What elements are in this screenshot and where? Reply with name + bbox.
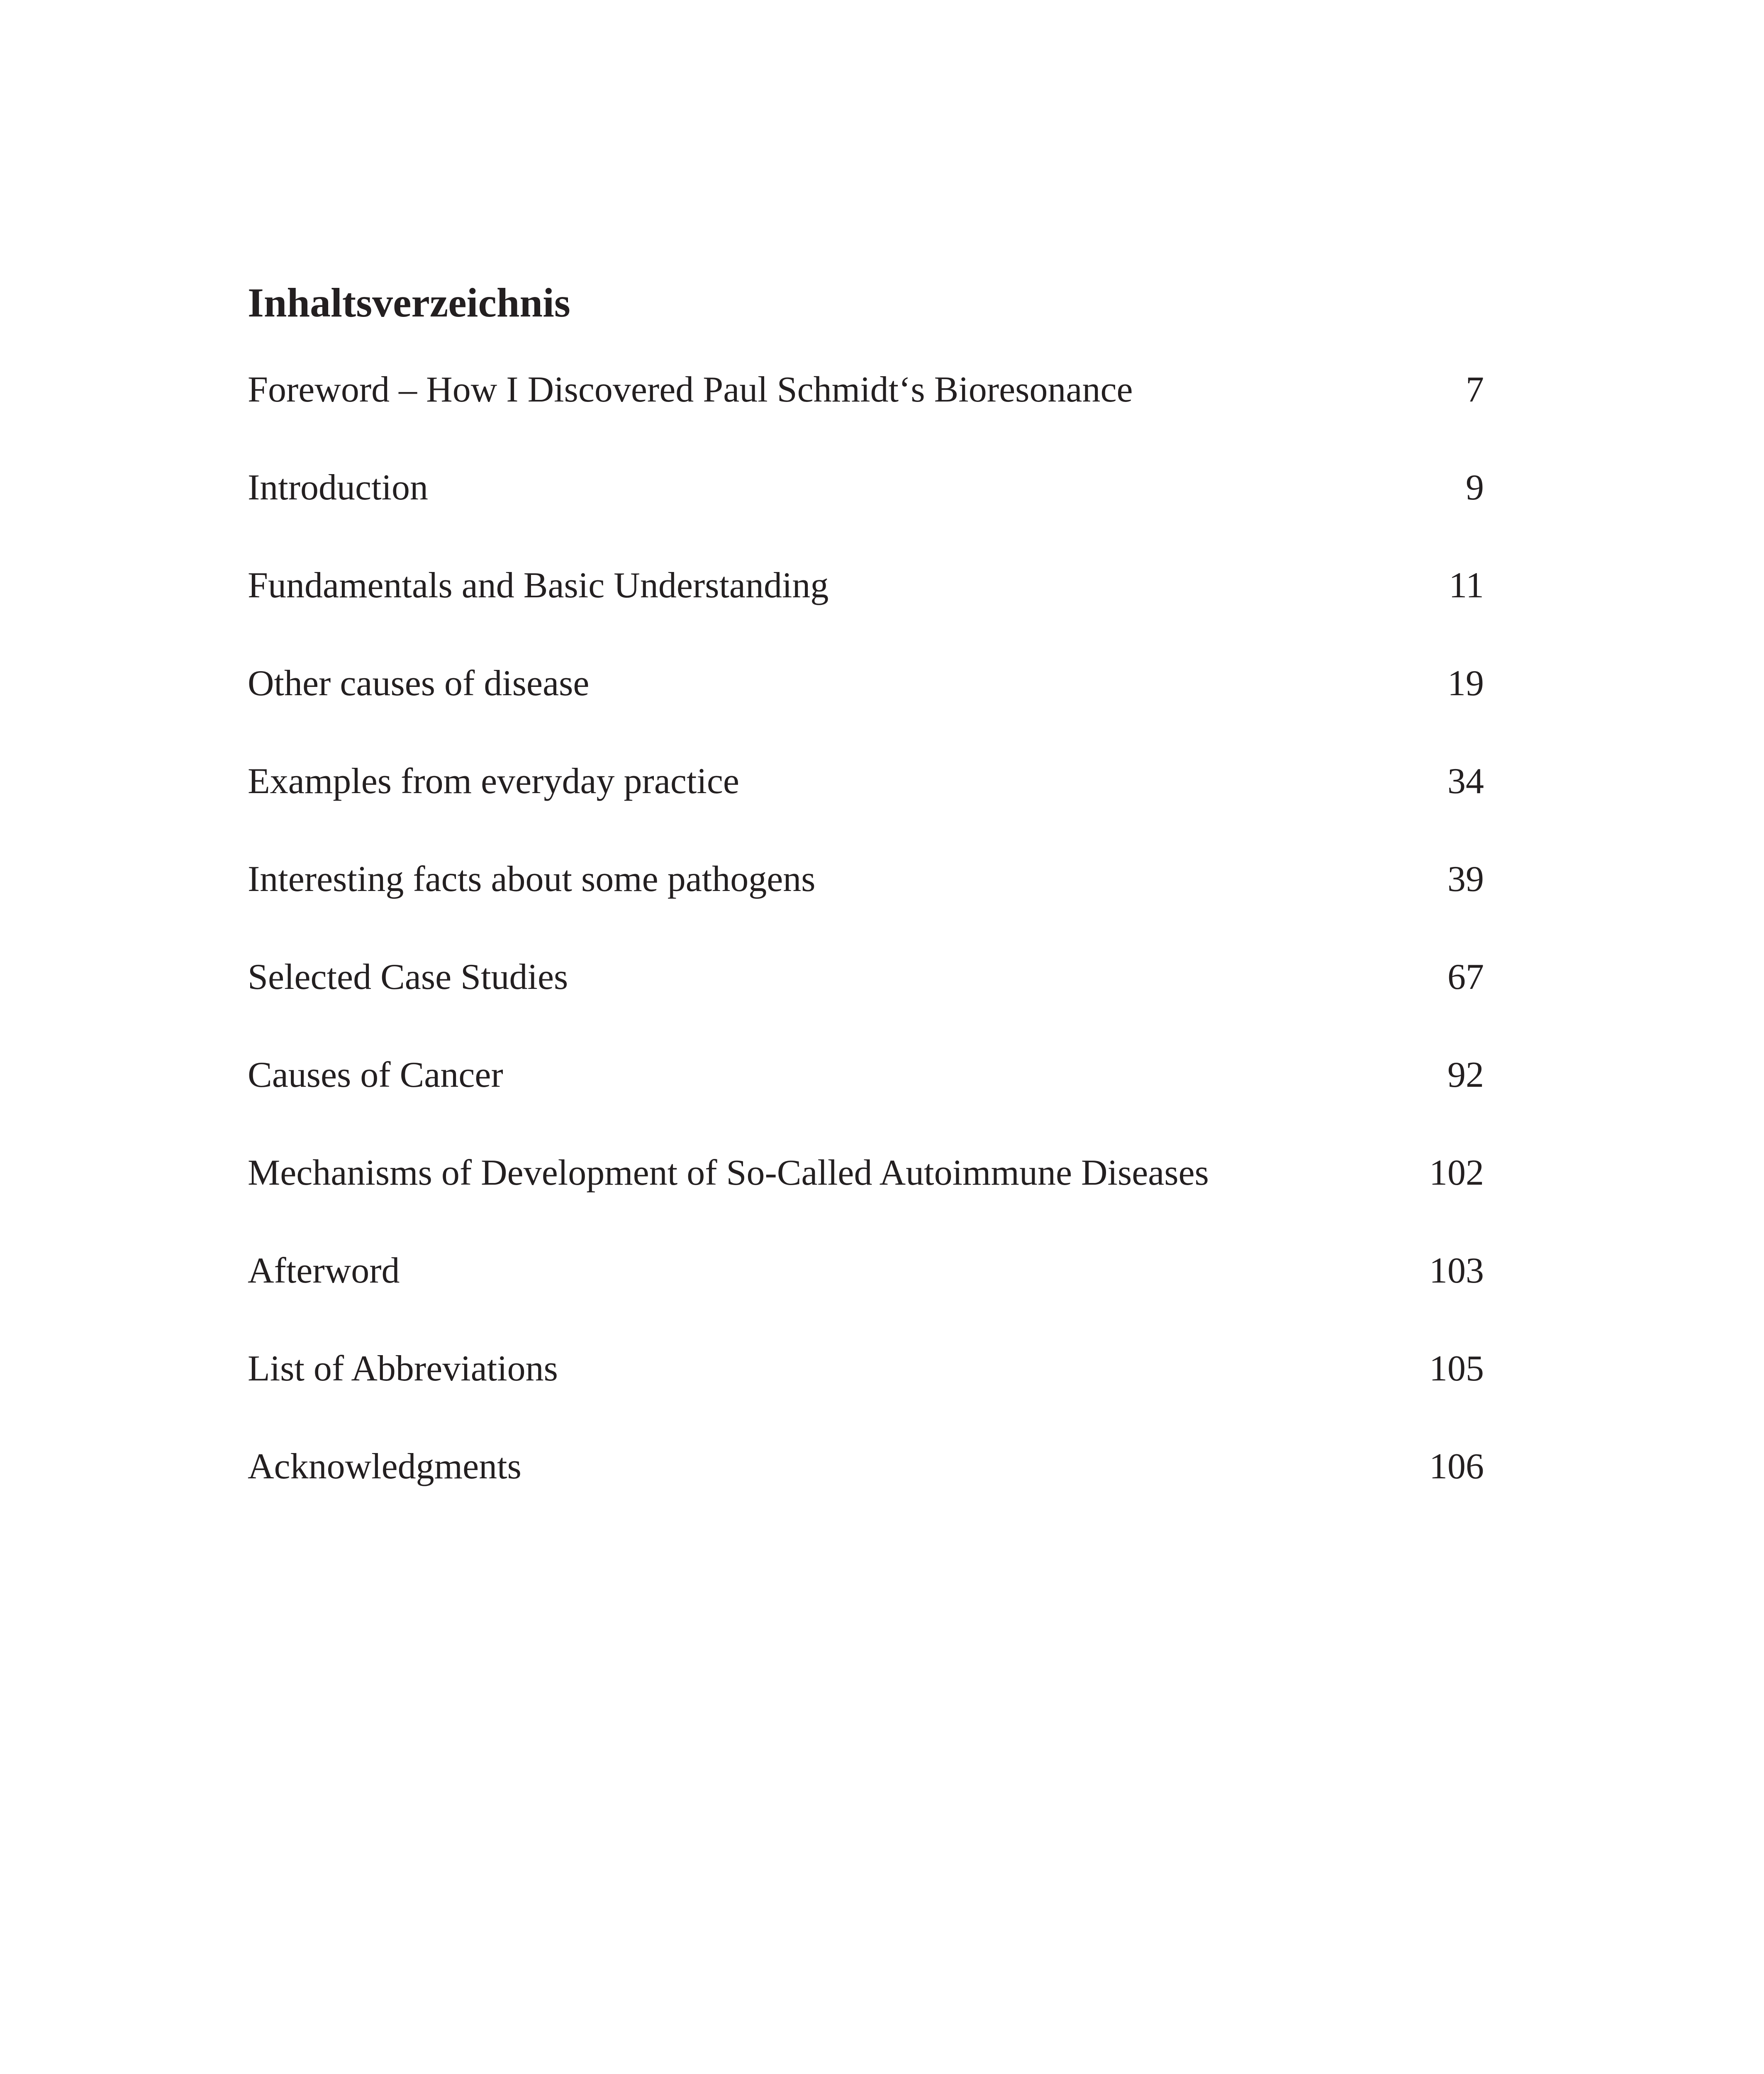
- toc-entry-title: Afterword: [248, 1251, 400, 1291]
- toc-entry-page-number: 39: [1447, 859, 1484, 899]
- toc-entry-title: Acknowledgments: [248, 1446, 521, 1487]
- toc-entry-title: Foreword – How I Discovered Paul Schmidt‘s Bioresonance: [248, 370, 1133, 410]
- toc-entry-page-number: 105: [1429, 1349, 1484, 1389]
- toc-entry[interactable]: [248, 369, 1484, 467]
- toc-entry-page-number: 67: [1447, 957, 1484, 997]
- toc-entry-page-number: 103: [1429, 1251, 1484, 1291]
- toc-entry[interactable]: [248, 1446, 1484, 1544]
- toc-entry-page-number: 106: [1429, 1446, 1484, 1487]
- toc-entry-page-number: 7: [1466, 370, 1484, 410]
- toc-entry-page-number: 9: [1466, 467, 1484, 508]
- toc-entry[interactable]: [248, 761, 1484, 859]
- toc-entry-title: Selected Case Studies: [248, 957, 568, 997]
- table-of-contents: [248, 274, 1484, 1487]
- toc-entry-page-number: 102: [1429, 1153, 1484, 1193]
- toc-entry[interactable]: [248, 565, 1484, 663]
- toc-entry-title: Mechanisms of Development of So-Called Autoimmune Diseases: [248, 1153, 1209, 1193]
- toc-entry[interactable]: [248, 859, 1484, 957]
- toc-entry-page-number: 34: [1447, 761, 1484, 801]
- toc-entry[interactable]: [248, 957, 1484, 1054]
- toc-entry-title: Interesting facts about some pathogens: [248, 859, 816, 899]
- toc-entry-page-number: 19: [1447, 663, 1484, 704]
- toc-entry[interactable]: [248, 663, 1484, 761]
- toc-entry-title: Introduction: [248, 467, 429, 508]
- toc-entry[interactable]: [248, 1152, 1484, 1250]
- toc-entry-title: Other causes of disease: [248, 663, 590, 704]
- toc-entry-title: Causes of Cancer: [248, 1055, 503, 1095]
- toc-entry-page-number: 92: [1447, 1055, 1484, 1095]
- toc-entry-page-number: 11: [1449, 565, 1484, 606]
- toc-entry[interactable]: [248, 467, 1484, 565]
- toc-entry[interactable]: [248, 1054, 1484, 1152]
- toc-heading: Inhaltsverzeichnis: [248, 280, 570, 326]
- toc-entry-title: Examples from everyday practice: [248, 761, 739, 801]
- toc-entry-title: List of Abbreviations: [248, 1349, 558, 1389]
- toc-entry[interactable]: [248, 1348, 1484, 1446]
- toc-entry[interactable]: [248, 1250, 1484, 1348]
- toc-list: [248, 369, 1484, 1544]
- toc-entry-title: Fundamentals and Basic Understanding: [248, 565, 829, 606]
